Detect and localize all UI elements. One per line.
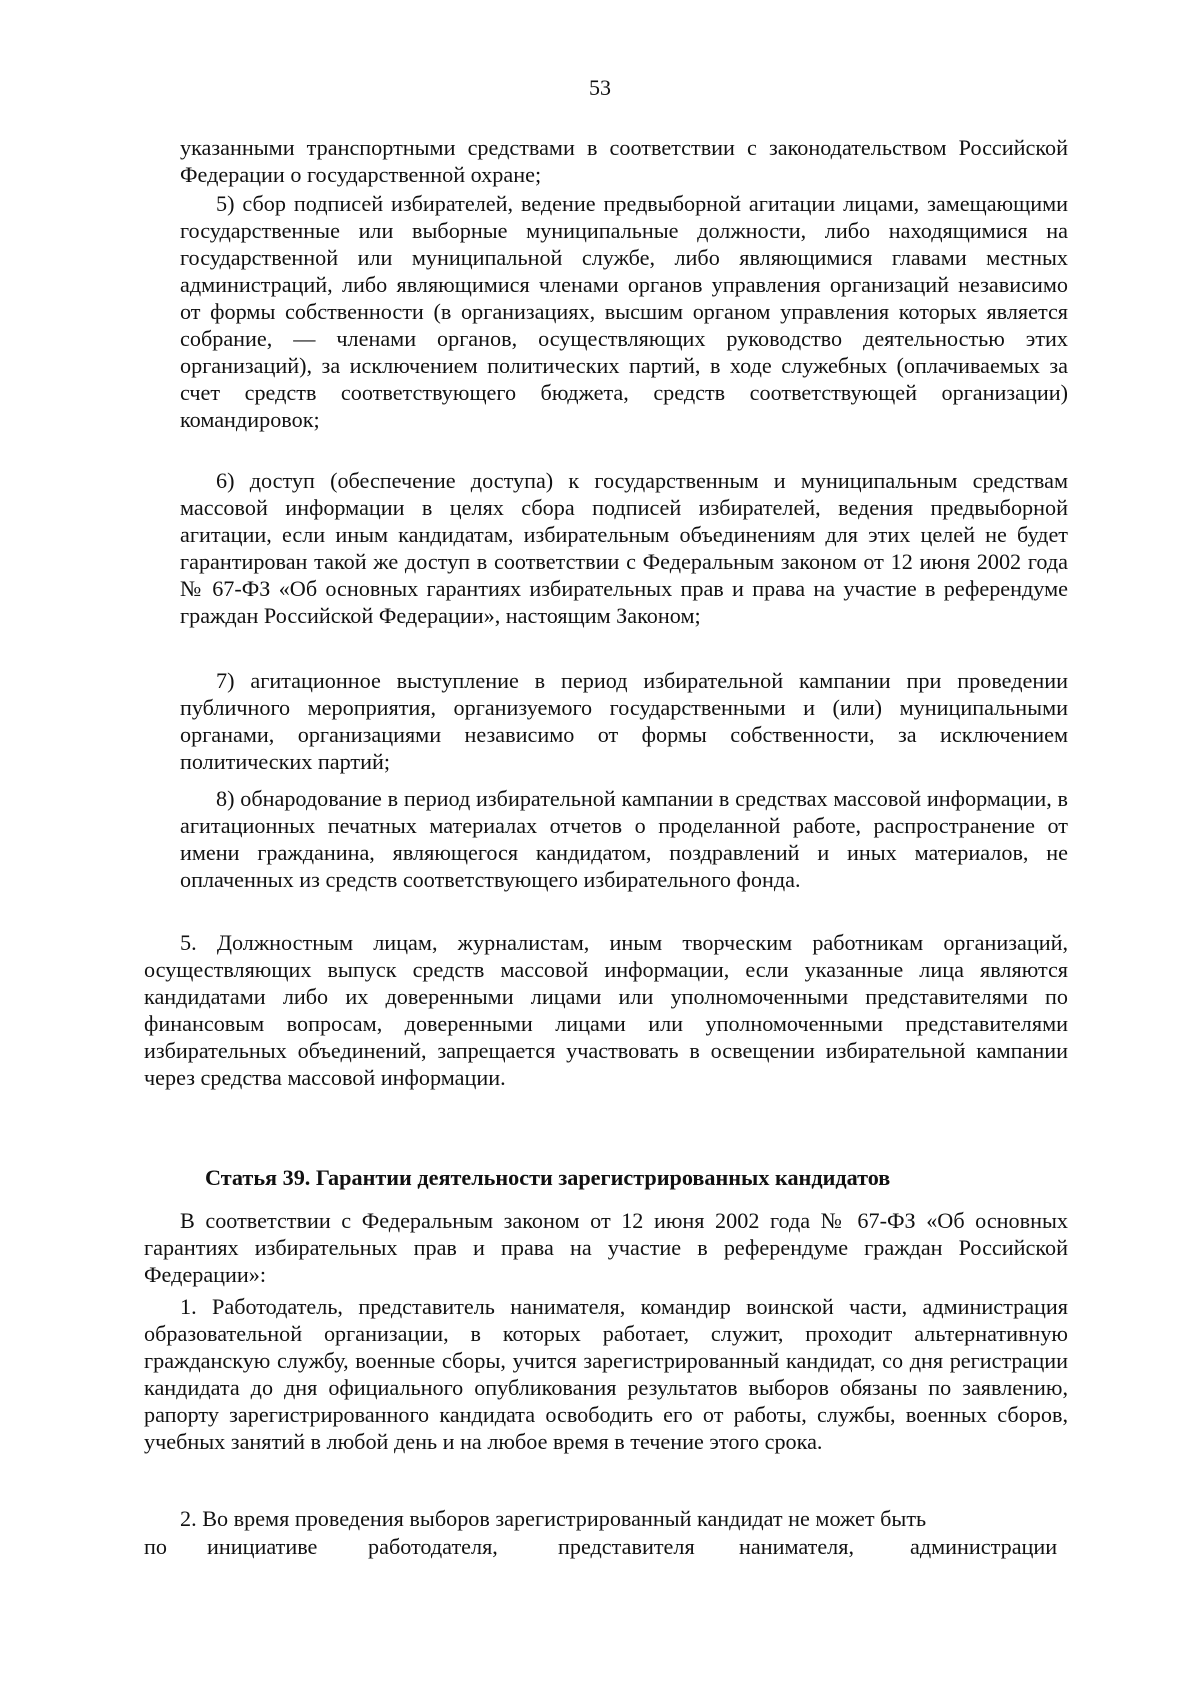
- word: инициативе: [207, 1534, 318, 1559]
- paragraph-part-5: [144, 929, 1068, 1091]
- paragraph-continuation: [180, 134, 1068, 188]
- paragraph-text: 2. Во время проведения выборов зарегистрированный кандидат не может быть: [180, 1506, 927, 1531]
- page-number: 53: [589, 75, 611, 100]
- word: администрации: [910, 1534, 1058, 1559]
- word: нанимателя,: [739, 1534, 854, 1559]
- paragraph-text: 8) обнародование в период избирательной кампании в средствах массовой информации, в агитационных печатных материалах отчетов о проделанной работе, распространение от имени гражданина, являющегося кандидатом, поздравлений и иных материалов, не оплаченных из средств соответствующего избирательного фонда.: [180, 786, 1068, 892]
- paragraph-text: 5) сбор подписей избирателей, ведение предвыборной агитации лицами, замещающими государственные или выборные муниципальные должности, либо находящимися на государственной или муниципальной службе, либо являющимися главами местных администраций, либо являющимися членами органов управления организаций независимо от формы собственности (в организациях, высшим органом управления которых является собрание, — членами органов, осуществляющих руководство деятельностью этих организаций), за исключением политических партий, в ходе служебных (оплачиваемых за счет средств соответствующего бюджета, средств соответствующей организации) командировок;: [180, 191, 1068, 432]
- article-heading: Статья 39. Гарантии деятельности зарегистрированных кандидатов: [205, 1165, 891, 1190]
- word: работодателя,: [368, 1534, 498, 1559]
- word: по: [144, 1534, 167, 1559]
- paragraph-text: 7) агитационное выступление в период избирательной кампании при проведении публичного мероприятия, организуемого государственными и (или) муниципальными органами, организациями независимо от формы собственности, за исключением политических партий;: [180, 668, 1068, 774]
- paragraph-text: 1. Работодатель, представитель нанимателя, командир воинской части, администрация образовательной организации, в которых работает, служит, проходит альтернативную гражданскую службу, военные сборы, учится зарегистрированный кандидат, со дня регистрации кандидата до дня официального опубликования результатов выборов обязаны по заявлению, рапорту зарегистрированного кандидата освободить его от работы, службы, военных сборов, учебных занятий в любой день и на любое время в течение этого срока.: [144, 1294, 1068, 1454]
- word: представителя: [558, 1534, 695, 1559]
- list-item-6: [180, 467, 1068, 629]
- paragraph-text: указанными транспортными средствами в соответствии с законодательством Российской Федерации о государственной охране;: [180, 135, 1068, 187]
- article-paragraph-1: [144, 1293, 1068, 1455]
- list-item-7: [180, 667, 1068, 775]
- paragraph-text: 6) доступ (обеспечение доступа) к государственным и муниципальным средствам массовой информации в целях сбора подписей избирателей, ведения предвыборной агитации, если иным кандидатам, избирательным объединениям для этих целей не будет гарантирован такой же доступ в соответствии с Федеральным законом от 12 июня 2002 года № 67-ФЗ «Об основных гарантиях избирательных прав и права на участие в референдуме граждан Российской Федерации», настоящим Законом;: [180, 468, 1068, 628]
- paragraph-text: 5. Должностным лицам, журналистам, иным творческим работникам организаций, осуществляющих выпуск средств массовой информации, если указанные лица являются кандидатами либо их доверенными лицами или уполномоченными представителями по финансовым вопросам, доверенными лицами или уполномоченными представителями избирательных объединений, запрещается участвовать в освещении избирательной кампании через средства массовой информации.: [144, 930, 1068, 1090]
- list-item-5: [180, 190, 1068, 433]
- article-paragraph-2: [144, 1505, 1068, 1532]
- paragraph-text: В соответствии с Федеральным законом от 12 июня 2002 года № 67-ФЗ «Об основных гарантиях избирательных прав и права на участие в референдуме граждан Российской Федерации»:: [144, 1208, 1068, 1287]
- article-intro: [144, 1207, 1068, 1288]
- list-item-8: [180, 785, 1068, 893]
